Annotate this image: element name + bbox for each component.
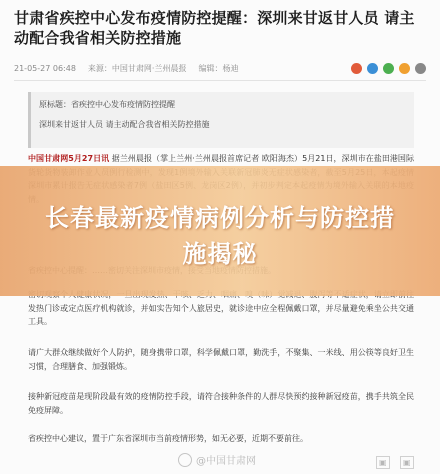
editor-info: 编辑：杨迪 — [198, 63, 239, 73]
quote-line-2: 深圳来甘返甘人员 请主动配合我省相关防控措施 — [39, 120, 210, 129]
share-more-icon[interactable] — [415, 63, 426, 74]
publish-date: 21-05-27 06:48 — [14, 63, 76, 73]
article-title: 甘肃省疾控中心发布疫情防控提醒：深圳来甘返甘人员 请主动配合我省相关防控措施 — [14, 9, 415, 47]
overlay-headline: 长春最新疫情病例分析与防控措施揭秘 — [45, 204, 395, 268]
lead-dateline: 中国甘肃网5月27日讯 — [28, 154, 110, 163]
original-title-box — [28, 92, 414, 148]
weibo-watermark-icon — [178, 453, 192, 467]
share-wechat-icon[interactable] — [383, 63, 394, 74]
editor-name: 杨迪 — [222, 63, 239, 73]
share-qq-icon[interactable] — [367, 63, 378, 74]
source-info: 来源：中国甘肃网·兰州晨报 — [87, 63, 187, 73]
watermark: @中国甘肃网 — [178, 452, 256, 467]
share-qzone-icon[interactable] — [399, 63, 410, 74]
divider — [14, 80, 426, 81]
paragraph-6: 省疾控中心建议，置于广东省深圳市当前疫情形势，如无必要，近期不要前往。 — [28, 434, 308, 443]
share-bar — [351, 63, 426, 74]
source-name[interactable]: 中国甘肃网·兰州晨报 — [111, 63, 187, 73]
corner-logo-2-icon: ▣ — [400, 456, 414, 469]
article-meta — [14, 60, 426, 76]
paragraph-3: 发热门诊或定点医疗机构就诊，并如实告知个人旅居史，就诊途中应全程佩戴口罩，并尽量避免乘坐公共交通工具。 — [28, 303, 414, 326]
paragraph-4: 请广大群众继续做好个人防护，随身携带口罩，科学佩戴口罩，勤洗手，不聚集、一米线、用公筷等良好卫生习惯，合理膳食、加强锻炼。 — [28, 348, 414, 371]
corner-logo-icon: ▣ — [376, 456, 390, 469]
quote-line-1: 原标题：省疾控中心发布疫情防控提醒 — [39, 100, 175, 109]
paragraph-5: 接种新冠疫苗是现阶段最有效的疫情防控手段，请符合接种条件的人群尽快预约接种新冠疫苗，携手共筑全民免疫屏障。 — [28, 392, 414, 415]
share-weibo-icon[interactable] — [351, 63, 362, 74]
paragraph-1: 中国甘肃网5月27日讯 据兰州晨报（掌上兰州·兰州晨报首席记者 欧阳海杰）5月21日，深圳市在盐田港国际 — [28, 154, 414, 163]
